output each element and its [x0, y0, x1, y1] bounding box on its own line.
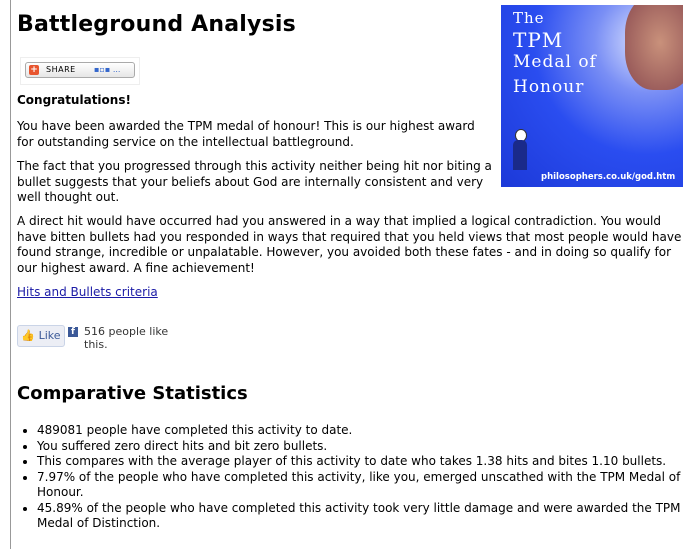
list-item: • This compares with the average player of this activity to date who takes 1.38 hits and bites 1.10 bullets. [37, 454, 687, 470]
medal-text: TPM [513, 28, 564, 52]
paragraph-award: You have been awarded the TPM medal of honour! This is our highest award for outstanding service on the intellectual battleground. [17, 119, 475, 149]
page-title: Battleground Analysis [17, 12, 296, 37]
share-widget [20, 57, 140, 85]
medal-url: philosophers.co.uk/god.htm [541, 172, 676, 182]
like-label: Like [38, 329, 61, 342]
medal-text: The [513, 9, 545, 27]
facebook-icon: f [68, 327, 78, 337]
page-border [10, 0, 11, 549]
list-item: • You suffered zero direct hits and bit zero bullets. [37, 439, 687, 455]
paragraph-consistent: The fact that you progressed through this activity neither being hit nor biting a bullet suggests that your beliefs about God are internally consistent and very well thought out. [17, 159, 492, 204]
paragraph-explanation: A direct hit would have occurred had you answered in a way that implied a logical contradiction. You would have bitten bullets had you responded in ways that required that you held views that most people would have found strange, incredible or unpalatable. However, you avoided both these fates - and in doing so qualify for our highest award. A fine achievement! [17, 214, 682, 275]
medal-text: Honour [513, 77, 585, 97]
list-item: • 7.97% of the people who have completed this activity, like you, emerged unscathed with the TPM Medal of Honour. [37, 470, 687, 501]
medal-of-honour-image [501, 5, 683, 187]
list-item: • 45.89% of the people who have completed this activity took very little damage and were awarded the TPM Medal of Distinction. [37, 501, 687, 532]
share-services-icon: ▪▫▪ ... [94, 65, 121, 74]
stats-list [17, 423, 687, 532]
person-icon [513, 140, 527, 170]
like-count: 516 people like this. [84, 325, 169, 351]
list-item: • 489081 people have completed this activity to date. [37, 423, 687, 439]
facebook-like-button[interactable] [17, 325, 65, 347]
thumbs-up-icon: 👍 [21, 329, 36, 342]
plus-icon: + [30, 65, 38, 75]
share-label: SHARE [46, 65, 76, 74]
congratulations-heading: Congratulations! [17, 93, 131, 107]
god-figure-icon [625, 5, 683, 90]
criteria-link[interactable]: Hits and Bullets criteria [17, 285, 158, 299]
share-button[interactable] [25, 62, 135, 78]
stats-heading: Comparative Statistics [17, 383, 248, 404]
medal-text: Medal of [513, 52, 597, 72]
